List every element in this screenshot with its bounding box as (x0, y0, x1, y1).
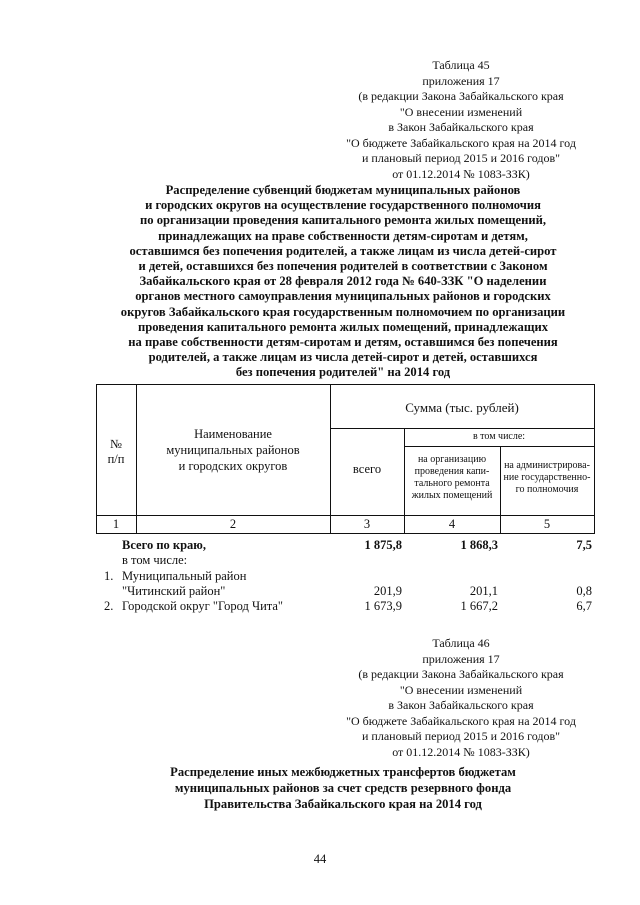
table45-title (78, 183, 608, 381)
header-text: п/п (107, 452, 125, 466)
title-line: оставшимся без попечения родителей, а также лицам из числа детей-сирот (129, 243, 557, 258)
grid-line (404, 446, 594, 447)
row-repair: 1 667,2 (460, 599, 498, 613)
column-header-including: в том числе: (472, 431, 526, 442)
grid-line (96, 533, 595, 534)
row-repair: 201,1 (469, 584, 498, 598)
header-line: приложения 17 (422, 651, 500, 666)
header-text: тального ремонта (414, 478, 490, 489)
total-value: 1 875,8 (364, 538, 402, 552)
title-line: принадлежащих на праве собственности детям-сиротам и детям, (158, 228, 528, 243)
column-header-name (136, 426, 330, 474)
row-total: 201,9 (373, 584, 402, 598)
header-text: и городских округов (178, 459, 288, 473)
row-admin: 6,7 (576, 599, 592, 613)
header-line: Таблица 45 (432, 58, 490, 72)
including-label: в том числе: (122, 553, 188, 567)
row-total: 1 673,9 (364, 599, 402, 613)
row-name: "Читинский район" (122, 584, 226, 598)
header-line: и плановый период 2015 и 2016 годов" (361, 729, 561, 743)
title-line: муниципальных районов за счет средств резервного фонда (174, 781, 512, 795)
row-name: Муниципальный район (122, 569, 247, 583)
header-text: на организацию (417, 454, 487, 465)
title-line: Распределение иных межбюджетных трансфертов бюджетам (170, 765, 516, 779)
column-number: 3 (363, 517, 371, 531)
column-number: 5 (543, 517, 551, 531)
row-number: 2. (104, 599, 114, 613)
title-line: и детей, оставшихся без попечения родителей в соответствии с Законом (138, 259, 548, 274)
title-line: Правительства Забайкальского края на 2014 год (204, 797, 482, 811)
column-number: 2 (229, 517, 237, 531)
grid-line (330, 428, 594, 429)
total-label: Всего по краю, (122, 538, 206, 552)
header-text: ние государственно- (503, 472, 591, 483)
header-text: муниципальных районов (166, 443, 300, 457)
title-line: по организации проведения капитального ремонта жилых помещений, (140, 213, 546, 228)
table46-header (330, 636, 592, 760)
header-line: от 01.12.2014 № 1083-ЗЗК) (392, 744, 530, 759)
column-header-admin (500, 460, 594, 496)
header-line: "О внесении изменений (399, 682, 523, 697)
column-header-repair (404, 454, 500, 502)
header-text: Наименование (194, 427, 272, 441)
header-line: и плановый период 2015 и 2016 годов" (361, 151, 561, 165)
total-repair: 1 868,3 (460, 538, 498, 552)
total-admin: 7,5 (576, 538, 592, 552)
title-line: Распределение субвенций бюджетам муниципальных районов (165, 183, 521, 197)
header-line: "О внесении изменений (399, 104, 523, 119)
header-text: жилых помещений (411, 490, 493, 501)
title-line: округов Забайкальского края государственным полномочием по организации (120, 304, 566, 319)
column-header-total: всего (352, 462, 382, 476)
grid-line (96, 384, 595, 385)
header-line: в Закон Забайкальского края (388, 120, 534, 134)
row-admin: 0,8 (576, 584, 592, 598)
header-text: на администрирова- (504, 460, 590, 471)
column-number: 1 (112, 517, 120, 531)
title-line: и городских округов на осуществление государственного полномочия (145, 198, 541, 213)
header-line: приложения 17 (422, 73, 500, 88)
header-line: от 01.12.2014 № 1083-ЗЗК) (392, 166, 530, 181)
row-name: Городской округ "Город Чита" (122, 599, 284, 613)
header-text: проведения капи- (414, 466, 490, 477)
table46-title (78, 764, 608, 812)
title-line: органов местного самоуправления муниципальных районов и городских (135, 289, 551, 304)
header-line: "О бюджете Забайкальского края на 2014 год (346, 713, 576, 728)
title-line: Забайкальского края от 28 февраля 2012 года № 640-ЗЗК "О наделении (139, 274, 547, 289)
header-line: (в редакции Закона Забайкальского края (358, 89, 564, 103)
grid-line (594, 384, 595, 534)
header-line: Таблица 46 (432, 636, 490, 650)
column-header-sum: Сумма (тыс. рублей) (405, 400, 519, 415)
table45-header (330, 58, 592, 182)
title-line: родителей, а также лицам из числа детей-сирот и детей, оставшихся (148, 350, 538, 365)
header-line: (в редакции Закона Забайкальского края (358, 667, 564, 681)
column-header-number (96, 437, 136, 467)
header-text: № (110, 437, 122, 451)
header-line: "О бюджете Забайкальского края на 2014 год (346, 135, 576, 150)
title-line: без попечения родителей" на 2014 год (235, 365, 451, 380)
grid-line (96, 515, 595, 516)
header-text: го полномочия (515, 484, 579, 495)
title-line: проведения капитального ремонта жилых помещений, принадлежащих (137, 319, 549, 334)
page-number: 44 (313, 852, 327, 866)
column-number: 4 (448, 517, 456, 531)
header-line: в Закон Забайкальского края (388, 698, 534, 712)
row-number: 1. (104, 569, 114, 583)
title-line: на праве собственности детям-сиротам и детям, оставшимся без попечения (128, 335, 558, 350)
